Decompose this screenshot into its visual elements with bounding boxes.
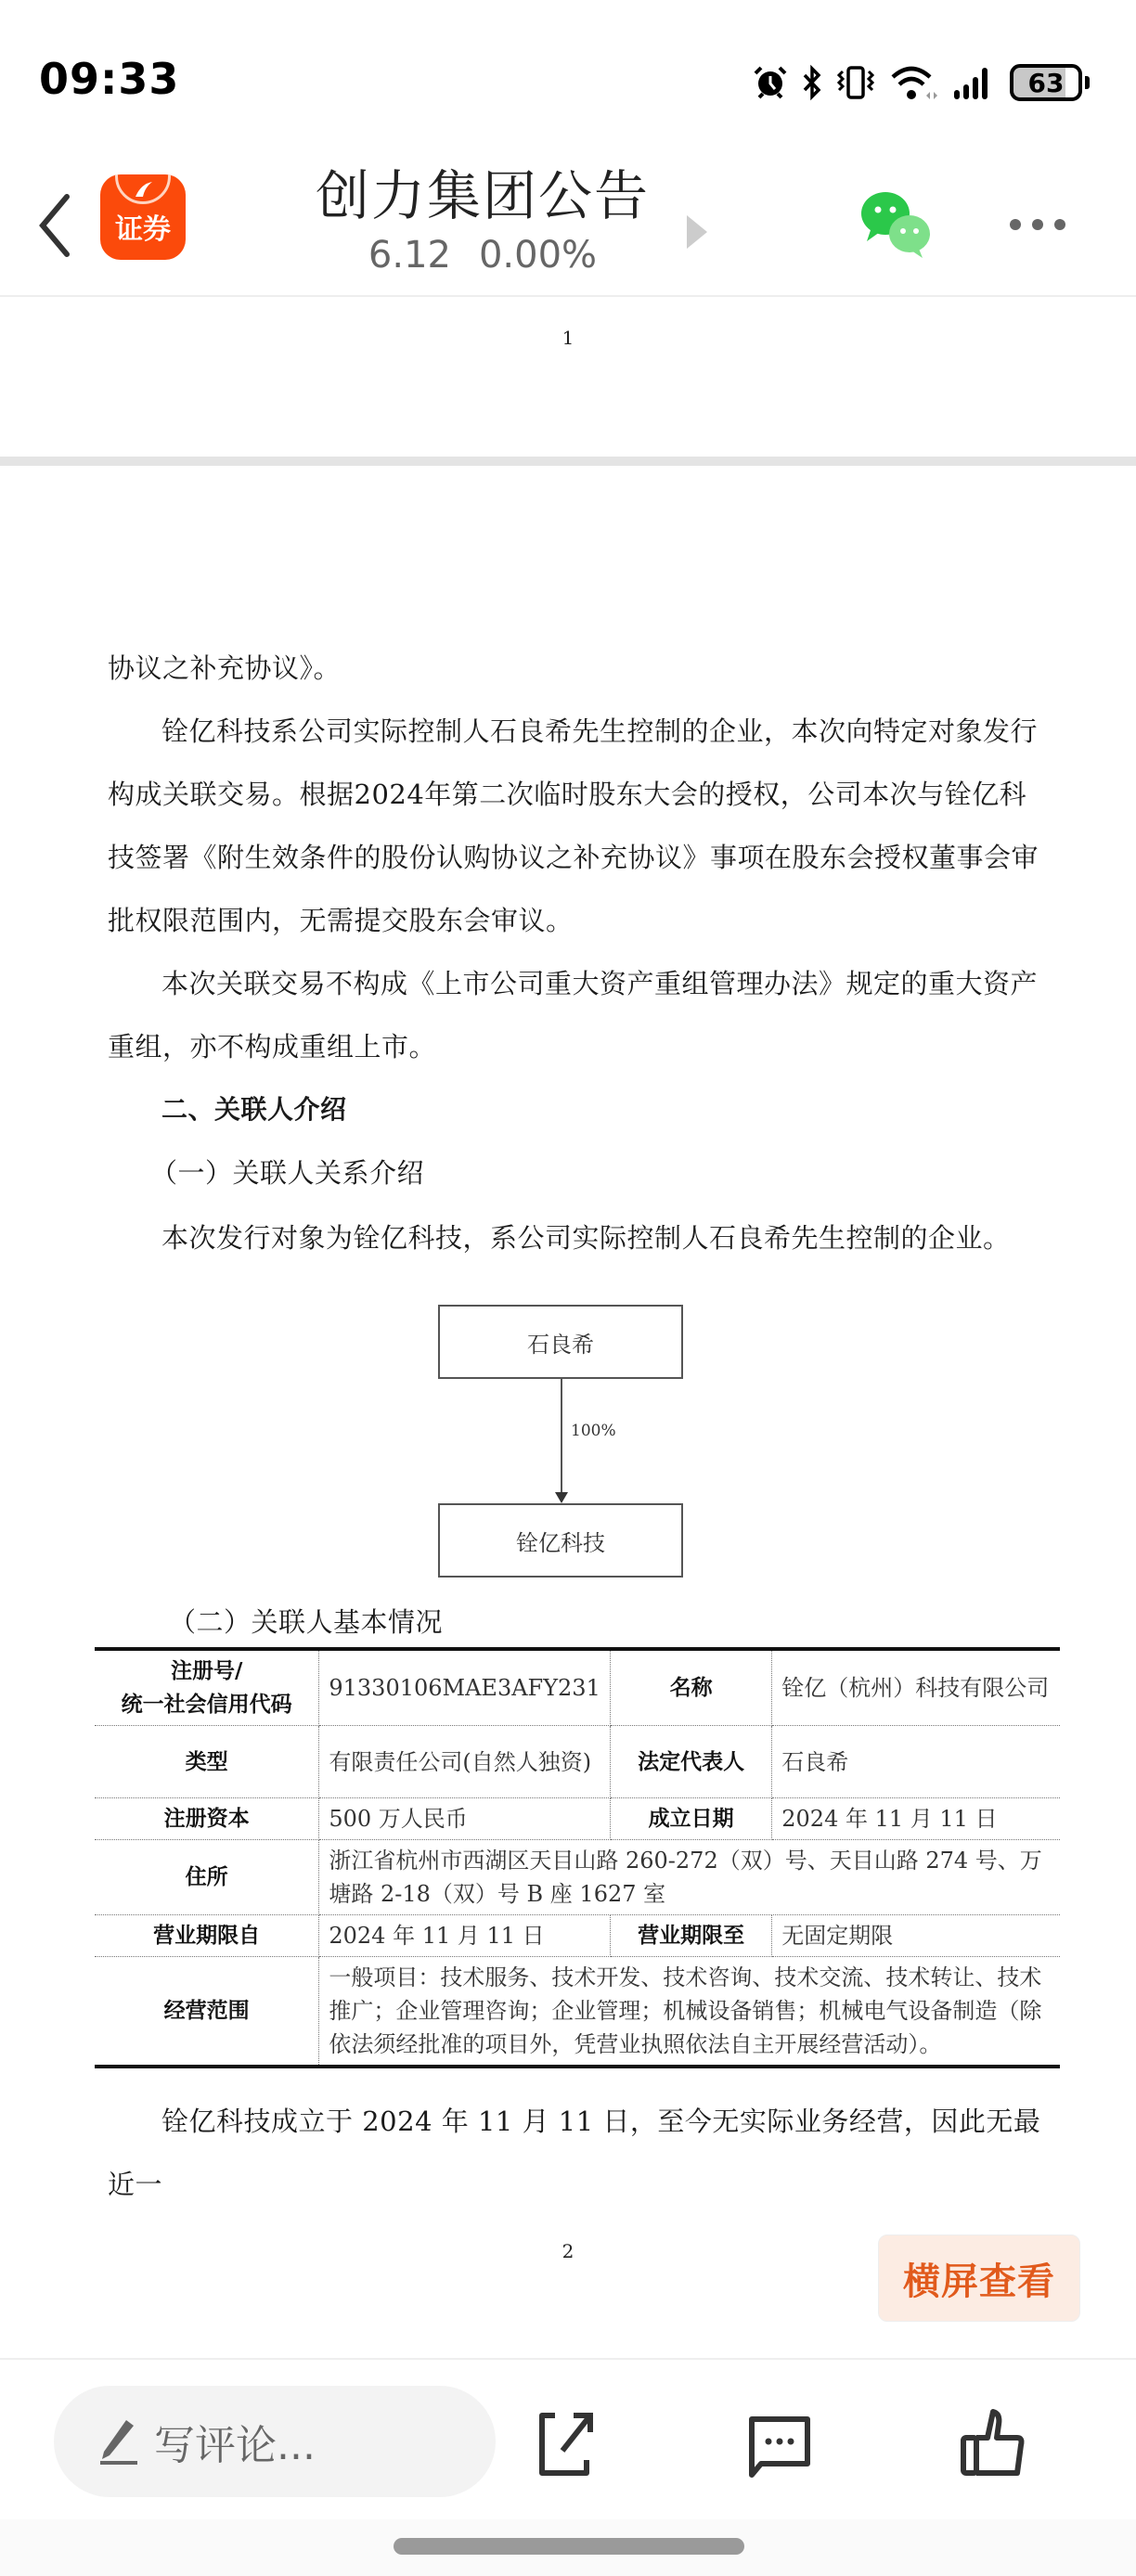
related-party-info-table [95,1647,1060,2068]
back-button[interactable] [28,184,84,267]
more-dot [1010,219,1021,230]
battery-icon [1010,64,1082,101]
paragraph-continuation: 协议之补充协议》。 [108,652,342,684]
app-header [0,158,1136,297]
share-icon [529,2406,603,2480]
wechat-icon [858,186,937,265]
table-row [95,1957,1060,2067]
table-value: 有限责任公司(自然人独资) [319,1726,611,1798]
pencil-icon [98,2416,139,2467]
landscape-view-button[interactable]: 横屏查看 [878,2235,1080,2322]
paragraph-related-transaction: 铨亿科技系公司实际控制人石良希先生控制的企业，本次向特定对象发行构成关联交易。根据2024年第二次临时股东大会的授权，公司本次与铨亿科技签署《附生效条件的股份认购协议之补充协议》事项在股东会授权董事会审批权限范围内，无需提交股东会审议。 [108,715,1039,936]
stock-title[interactable]: 创力集团公告 [315,164,650,227]
ownership-percentage: 100% [571,1422,616,1440]
bottom-action-bar [0,2358,1136,2519]
table-row [95,1726,1060,1798]
more-options-button[interactable] [1010,215,1075,234]
org-arrow-icon [555,1492,568,1503]
paragraph-not-restructuring: 本次关联交易不构成《上市公司重大资产重组管理办法》规定的重大资产重组，亦不构成重组上市。 [108,968,1039,1063]
battery-level: 63 [1027,67,1065,98]
chevron-left-icon [37,193,74,258]
page-number-2: 2 [562,2240,574,2262]
home-indicator[interactable] [394,2538,744,2555]
thumbs-up-icon [956,2406,1030,2480]
table-value: 2024 年 11 月 11 日 [772,1798,1060,1840]
signal-icon [952,64,997,101]
page-number-1: 1 [562,327,574,349]
closing-text: 铨亿科技成立于 2024 年 11 月 11 日，至今无实际业务经营，因此无最近一 [108,2106,1041,2200]
more-dot [1054,219,1065,230]
status-icons [752,61,1090,104]
table-label: 住所 [95,1840,319,1915]
table-value: 石良希 [772,1726,1060,1798]
section-heading: 二、关联人介绍 [161,1094,347,1125]
table-label: 营业期限至 [610,1915,771,1957]
org-box-parent: 石良希 [438,1305,683,1379]
wifi-icon [889,64,939,101]
table-row [95,1915,1060,1957]
table-value: 铨亿（杭州）科技有限公司 [772,1649,1060,1726]
table-value: 500 万人民币 [319,1798,611,1840]
comments-button[interactable] [742,2406,817,2480]
status-time: 09:33 [39,54,180,104]
stock-price: 6.12 [368,234,451,277]
title-arrow-icon[interactable] [685,213,709,251]
table-value: 浙江省杭州市西湖区天目山路 260-272（双）号、天目山路 274 号、万塘路 2-18（双）号 B 座 1627 室 [319,1840,1060,1915]
stock-change: 0.00% [478,234,598,277]
org-connector-line [561,1379,562,1494]
sub-heading-relation: （一）关联人关系介绍 [150,1157,425,1189]
stock-quote [278,232,687,278]
logo-text: 证券 [115,213,171,246]
table-value: 无固定期限 [772,1915,1060,1957]
like-button[interactable] [956,2406,1030,2480]
comment-placeholder: 写评论... [154,2422,316,2469]
document-viewer[interactable] [0,299,1136,2350]
alarm-icon [752,64,789,101]
org-box-child: 铨亿科技 [438,1503,683,1578]
table-label: 经营范围 [95,1957,319,2067]
table-row [95,1840,1060,1915]
table-label: 法定代表人 [610,1726,771,1798]
more-dot [1032,219,1043,230]
table-row [95,1649,1060,1726]
status-bar [0,0,1136,158]
table-value: 一般项目：技术服务、技术开发、技术咨询、技术交流、技术转让、技术推广；企业管理咨询；企业管理；机械设备销售；机械电气设备制造（除依法须经批准的项目外，凭营业执照依法自主开展经营活动）。 [319,1957,1060,2067]
table-label: 类型 [95,1726,319,1798]
app-logo[interactable] [100,174,186,260]
comment-input[interactable] [54,2386,496,2497]
table-value: 91330106MAE3AFY231 [319,1649,611,1726]
vibrate-icon [835,64,876,101]
relation-text: 本次发行对象为铨亿科技，系公司实际控制人石良希先生控制的企业。 [161,1222,1011,1254]
page-separator [0,457,1136,466]
table-label: 名称 [610,1649,771,1726]
comments-icon [742,2406,817,2480]
table-label: 营业期限自 [95,1915,319,1957]
table-row [95,1798,1060,1840]
logo-wing-icon [134,180,154,199]
table-value: 2024 年 11 月 11 日 [319,1915,611,1957]
battery-indicator [1010,64,1090,101]
share-button[interactable] [529,2406,603,2480]
table-label: 成立日期 [610,1798,771,1840]
sub-heading-basic-info: （二）关联人基本情况 [169,1606,444,1638]
wechat-share-button[interactable] [858,186,937,265]
table-label: 注册号/ 统一社会信用代码 [95,1649,319,1726]
table-label: 注册资本 [95,1798,319,1840]
bluetooth-icon [802,64,822,101]
gesture-area [0,2519,1136,2576]
battery-tip [1085,76,1090,89]
